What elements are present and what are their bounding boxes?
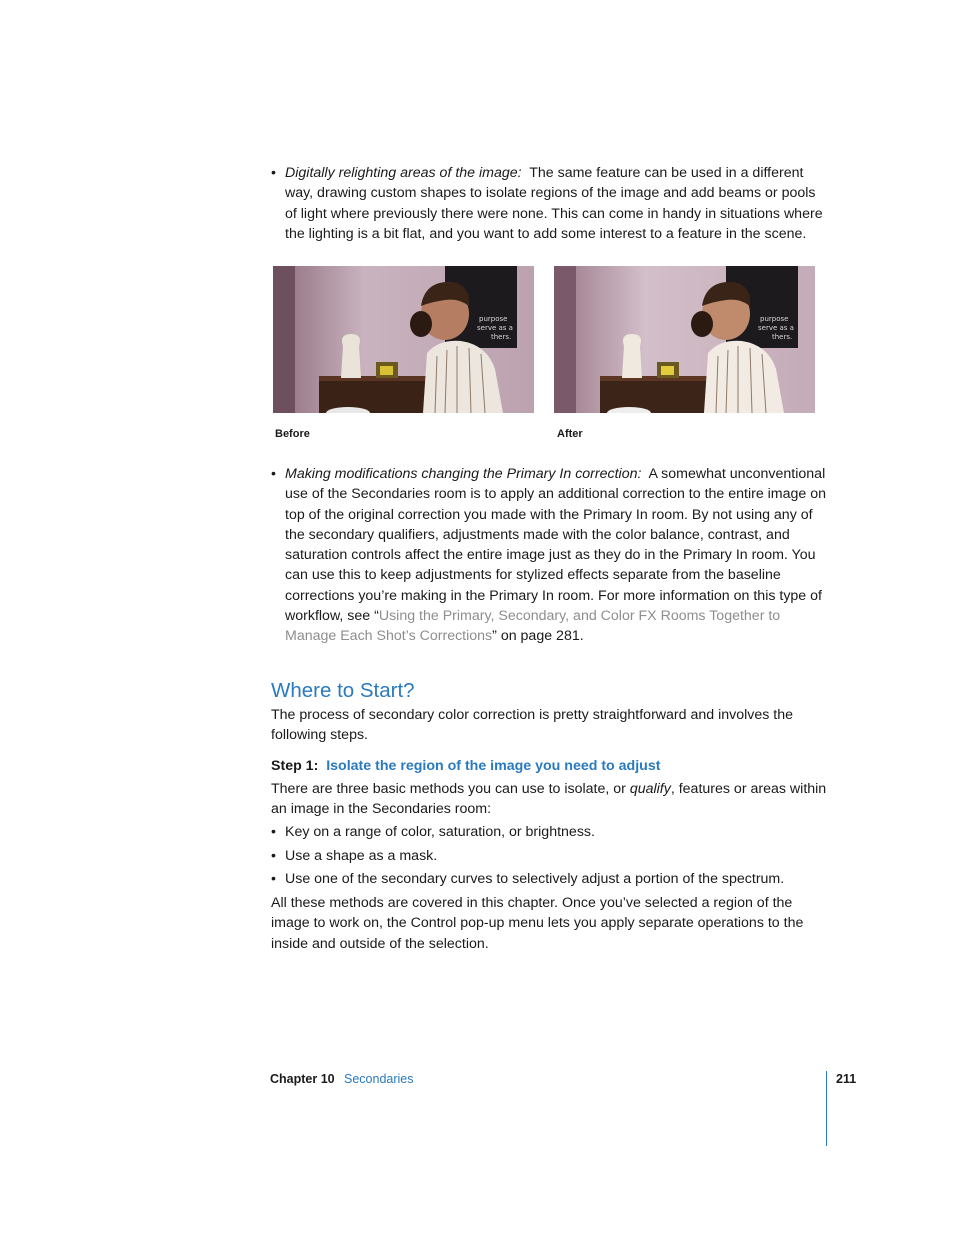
svg-text:thers.: thers. [772,333,793,341]
method-item [271,869,831,889]
bullet-dot: • [271,165,276,181]
after-image [554,266,815,413]
bullet-dot: • [271,824,276,840]
section-heading: Where to Start? [271,679,415,702]
bullet-dot: • [271,848,276,864]
bullet-lead: Making modifications changing the Primary In correction: [285,466,642,482]
before-image [273,266,534,413]
svg-text:purpose: purpose [479,315,508,323]
closing-paragraph: All these methods are covered in this chapter. Once you’ve selected a region of the image to work on, the Control pop-up menu lets you apply separate operations to the inside and outside of the selection. [271,895,804,952]
step-description-em: qualify [629,781,671,797]
step-label: Step 1: [271,758,319,774]
before-caption: Before [275,428,310,440]
step-description-a: There are three basic methods you can use to isolate, or [271,781,630,797]
bullet-relighting-text [285,163,831,244]
section-intro: The process of secondary color correction is pretty straightforward and involves the following steps. [271,707,794,744]
footer-section[interactable]: Secondaries [344,1072,414,1086]
bullet-lead: Digitally relighting areas of the image: [285,165,522,181]
method-text: Key on a range of color, saturation, or brightness. [285,824,595,840]
svg-text:serve as a: serve as a [758,324,794,332]
bullet-primary-in [271,464,831,647]
footer-rule [826,1071,827,1146]
page-number: 211 [836,1072,857,1086]
step-description-b: , features or areas within an image in the Secondaries room: [271,781,827,818]
bullet-body: The same feature can be used in a different way, drawing custom shapes to isolate regions of the image and add beams or pools of light where previously there were none. This can come in handy in situations where the lighting is a bit flat, and you want to add some interest to a feature in the scene. [285,165,823,242]
step-description [271,779,831,820]
bullet-relighting [271,163,831,244]
bullet-dot: • [271,466,276,482]
footer-chapter: Chapter 10 [270,1072,335,1086]
bullet-primary-in-text [285,464,831,647]
method-item [271,846,831,866]
step-title: Isolate the region of the image you need to adjust [326,758,661,774]
step-heading [271,758,660,774]
method-item [271,822,831,842]
method-text: Use a shape as a mask. [285,848,438,864]
bullet-body: A somewhat unconventional use of the Secondaries room is to apply an additional correction to the entire image on top of the original correction you made with the Primary In room. By not using any of the secondary qualifiers, adjustments made with the color balance, contrast, and saturation controls affect the entire image just as they do in the Primary In room. You can use this to keep adjustments for stylized effects separate from the baseline corrections you’re making in the Primary In room. For more information on this type of workflow, see “ [285,466,827,625]
svg-text:purpose: purpose [760,315,789,323]
svg-text:thers.: thers. [491,333,512,341]
after-caption: After [557,428,583,440]
method-text: Use one of the secondary curves to selectively adjust a portion of the spectrum. [285,871,785,887]
svg-text:serve as a: serve as a [477,324,513,332]
bullet-dot: • [271,871,276,887]
bullet-tail: ” on page 281. [492,628,584,645]
cross-reference-link[interactable]: Using the Primary, Secondary, and Color FX Rooms Together to Manage Each Shot’s Corrections [285,608,781,645]
